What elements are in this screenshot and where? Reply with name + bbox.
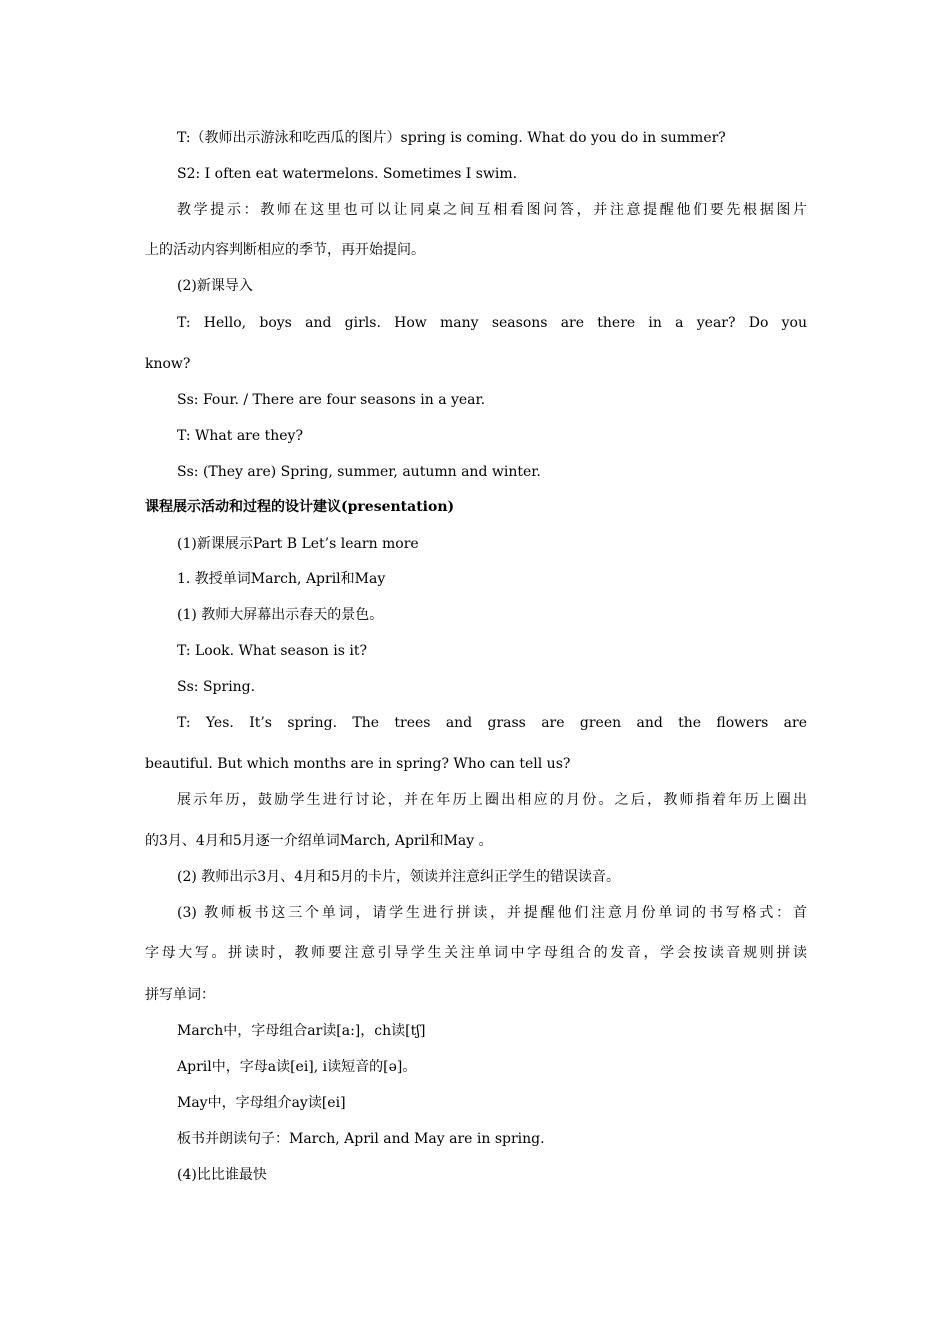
section-heading: (4)比比谁最快: [177, 1167, 267, 1183]
text-line: T: Hello, boys and girls. How many seasons are there in a year? Do you: [177, 315, 807, 331]
text-line: T:（教师出示游泳和吃西瓜的图片）spring is coming. What do you do in summer?: [177, 130, 726, 146]
text-line: 拼写单词：: [145, 987, 215, 1003]
text-line: 教学提示：教师在这里也可以让同桌之间互相看图问答，并注意提醒他们要先根据图片: [177, 202, 807, 218]
text-line: 字母大写。拼读时，教师要注意引导学生关注单词中字母组合的发音，学会按读音规则拼读: [145, 945, 807, 961]
text-line: beautiful. But which months are in spring? Who can tell us?: [145, 756, 571, 772]
text-line: Ss: Spring.: [177, 679, 256, 695]
subsection-heading: (1)新课展示Part B Let’s learn more: [177, 536, 419, 552]
text-line: (3) 教师板书这三个单词，请学生进行拼读，并提醒他们注意月份单词的书写格式：首: [177, 905, 807, 921]
text-line: T: What are they?: [177, 428, 303, 444]
text-line: 板书并朗读句子：March, April and May are in spring.: [177, 1131, 545, 1147]
text-line: 上的活动内容判断相应的季节，再开始提问。: [145, 242, 425, 258]
section-heading: (2)新课导入: [177, 278, 253, 294]
text-line: (2) 教师出示3月、4月和5月的卡片，领读并注意纠正学生的错误读音。: [177, 869, 621, 885]
text-line: March中，字母组合ar读[a:]，ch读[tʃ]: [177, 1023, 426, 1039]
text-line: (1) 教师大屏幕出示春天的景色。: [177, 607, 384, 623]
text-line: T: Yes. It’s spring. The trees and grass are green and the flowers are: [177, 715, 807, 731]
text-line: know?: [145, 356, 191, 372]
text-line: 1. 教授单词March, April和May: [177, 571, 386, 587]
text-line: Ss: (They are) Spring, summer, autumn and winter.: [177, 464, 541, 480]
text-line: May中，字母组介ay读[ei]: [177, 1095, 346, 1111]
text-line: 的3月、4月和5月逐一介绍单词March, April和May 。: [145, 833, 493, 849]
text-line: 展示年历，鼓励学生进行讨论，并在年历上圈出相应的月份。之后，教师指着年历上圈出: [177, 792, 807, 808]
text-line: S2: I often eat watermelons. Sometimes I swim.: [177, 166, 518, 182]
section-title: 课程展示活动和过程的设计建议(presentation): [145, 499, 455, 515]
text-line: Ss: Four. / There are four seasons in a year.: [177, 392, 486, 408]
text-line: April中，字母a读[ei], i读短音的[ə]。: [177, 1059, 417, 1075]
text-line: T: Look. What season is it?: [177, 643, 367, 659]
